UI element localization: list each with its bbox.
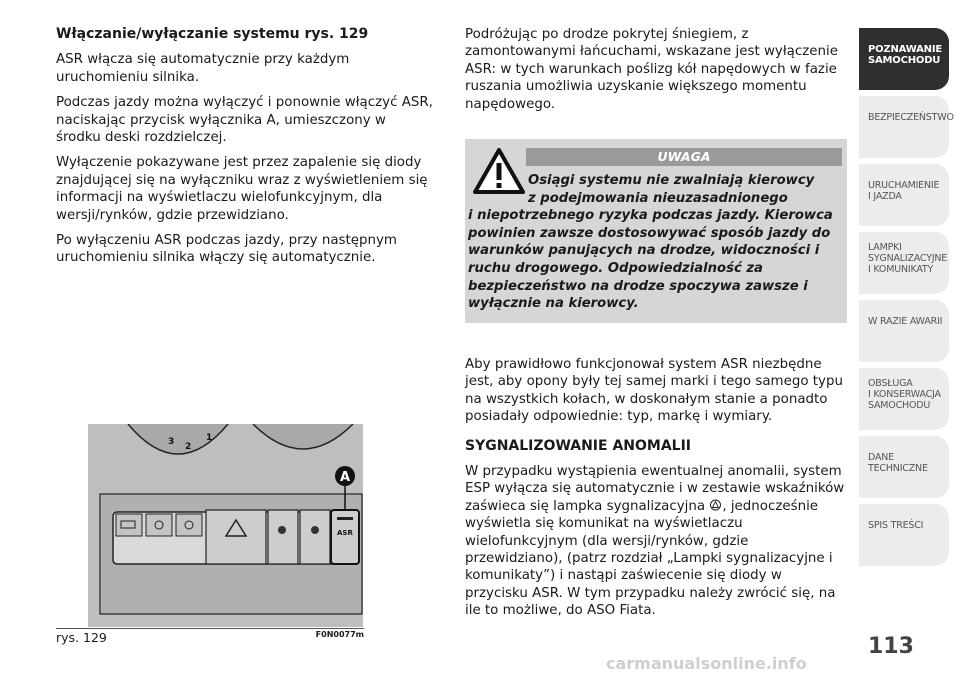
left-column (56, 26, 434, 275)
figure-caption-rule (56, 628, 364, 629)
tab-poznawanie-samochodu[interactable] (859, 28, 949, 90)
tab-label: DANE TECHNICZNE (868, 452, 928, 474)
tab-label: OBSŁUGA (868, 378, 913, 389)
tab-label: SPIS TREŚCI (868, 520, 924, 531)
tab-w-razie-awarii[interactable] (859, 300, 949, 362)
paragraph (465, 463, 845, 620)
figure-caption-label: rys. 129 (56, 630, 107, 645)
tab-label: POZNAWANIE (868, 44, 942, 55)
paragraph-part: , jednocześnie wyświetla się komunikat na wyświetlaczu wielofunkcyjnym (dla wersji/rynków, gdzie przewidziano), (patrz rozdział „Lampki sygnalizacyjne i komunikaty”) i nastąpi zaświecenie się diody w przycisku ASR. W tym przypadku należy zwrócić się, na ile to możliwe, do ASO Fiata. (465, 498, 836, 619)
section-heading: SYGNALIZOWANIE ANOMALII (465, 437, 692, 454)
section-heading: Włączanie/wyłączanie systemu rys. 129 (56, 26, 369, 42)
dial-number: 1 (206, 433, 213, 443)
tab-label: SAMOCHODU (868, 55, 941, 66)
paragraph: Podczas jazdy można wyłączyć i ponownie włączyć ASR, naciskając przycisk wyłącznika A, umieszczony w środku deski rozdzielczej. (56, 95, 433, 146)
tab-label: SYGNALIZACYJNE (868, 253, 948, 264)
warning-title: UWAGA (526, 148, 842, 166)
esp-warning-lamp-icon (709, 499, 722, 511)
tab-lampki-sygnalizacyjne[interactable] (859, 232, 949, 294)
chapter-tabs (859, 28, 954, 572)
tab-label: URUCHAMIENIE (868, 180, 940, 191)
warning-line: z podejmowania nieuzasadnionego (528, 190, 788, 206)
paragraph: Po wyłączeniu ASR podczas jazdy, przy następnym uruchomieniu silnika włączy się automatycznie. (56, 233, 397, 266)
tab-label: LAMPKI (868, 242, 902, 253)
warning-text (468, 172, 842, 313)
tab-dane-techniczne[interactable] (859, 436, 949, 498)
tab-label: BEZPIECZEŃSTWO (868, 112, 954, 123)
tab-label: W RAZIE AWARII (868, 316, 943, 327)
warning-line: Osiągi systemu nie zwalniają kierowcy (528, 173, 815, 188)
dial-number: 2 (185, 442, 192, 452)
tab-spis-tresci[interactable] (859, 504, 949, 566)
figure-asr-switch (88, 424, 363, 627)
dial-number: 3 (168, 437, 175, 447)
warning-box (465, 139, 847, 323)
paragraph-part: W przypadku wystąpienia ewentualnej anomalii, system ESP wyłącza się automatycznie i w zestawie wskaźników zaświeca się lampka sygnalizacyjna (465, 464, 845, 514)
paragraph: Podróżując po drodze pokrytej śniegiem, z zamontowanymi łańcuchami, wskazane jest wyłączenie ASR: w tych warunkach poślizg kół napędowych w fazie ruszania umożliwia uzyskanie większego momentu napędowego. (465, 27, 838, 112)
figure-code: F0N0077m (315, 630, 364, 639)
watermark-text: carmanualsonline.info (606, 654, 807, 673)
right-column (465, 26, 845, 121)
dashboard-illustration (88, 424, 363, 627)
tab-label: I KONSERWACJA (868, 389, 941, 400)
tab-bezpieczenstwo[interactable] (859, 96, 954, 158)
page-number: 113 (868, 634, 914, 659)
callout-label: A (340, 470, 351, 485)
asr-button-label: ASR (337, 529, 353, 537)
paragraph: Aby prawidłowo funkcjonował system ASR niezbędne jest, aby opony były tej samej marki i tego samego typu na wszystkich kołach, w doskonałym stanie a ponadto posiadały odpowiednie: typ, markę i wymiary. (465, 357, 843, 425)
tab-label: SAMOCHODU (868, 400, 931, 411)
right-column-lower (465, 356, 845, 628)
paragraph: Wyłączenie pokazywane jest przez zapalenie się diody znajdującej się na wyłączniku wraz z wyświetleniem się informacji na wyświetlaczu wielofunkcyjnym, dla wersji/rynków, gdzie przewidziano. (56, 155, 428, 223)
tab-label: I JAZDA (868, 191, 902, 202)
tab-obsluga-i-konserwacja[interactable] (859, 368, 949, 430)
tab-uruchamienie-i-jazda[interactable] (859, 164, 949, 226)
warning-line: i niepotrzebnego ryzyka podczas jazdy. Kierowca powinien zawsze dostosowywać sposób jazdy do warunków panujących na drodze, widoczności i ruchu drogowego. Odpowiedzialność za bezpieczeństwo na drodze spoczywa zawsze i wyłącznie na kierowcy. (468, 208, 833, 312)
tab-label: I KOMUNIKATY (868, 264, 934, 275)
paragraph: ASR włącza się automatycznie przy każdym uruchomieniu silnika. (56, 52, 350, 85)
